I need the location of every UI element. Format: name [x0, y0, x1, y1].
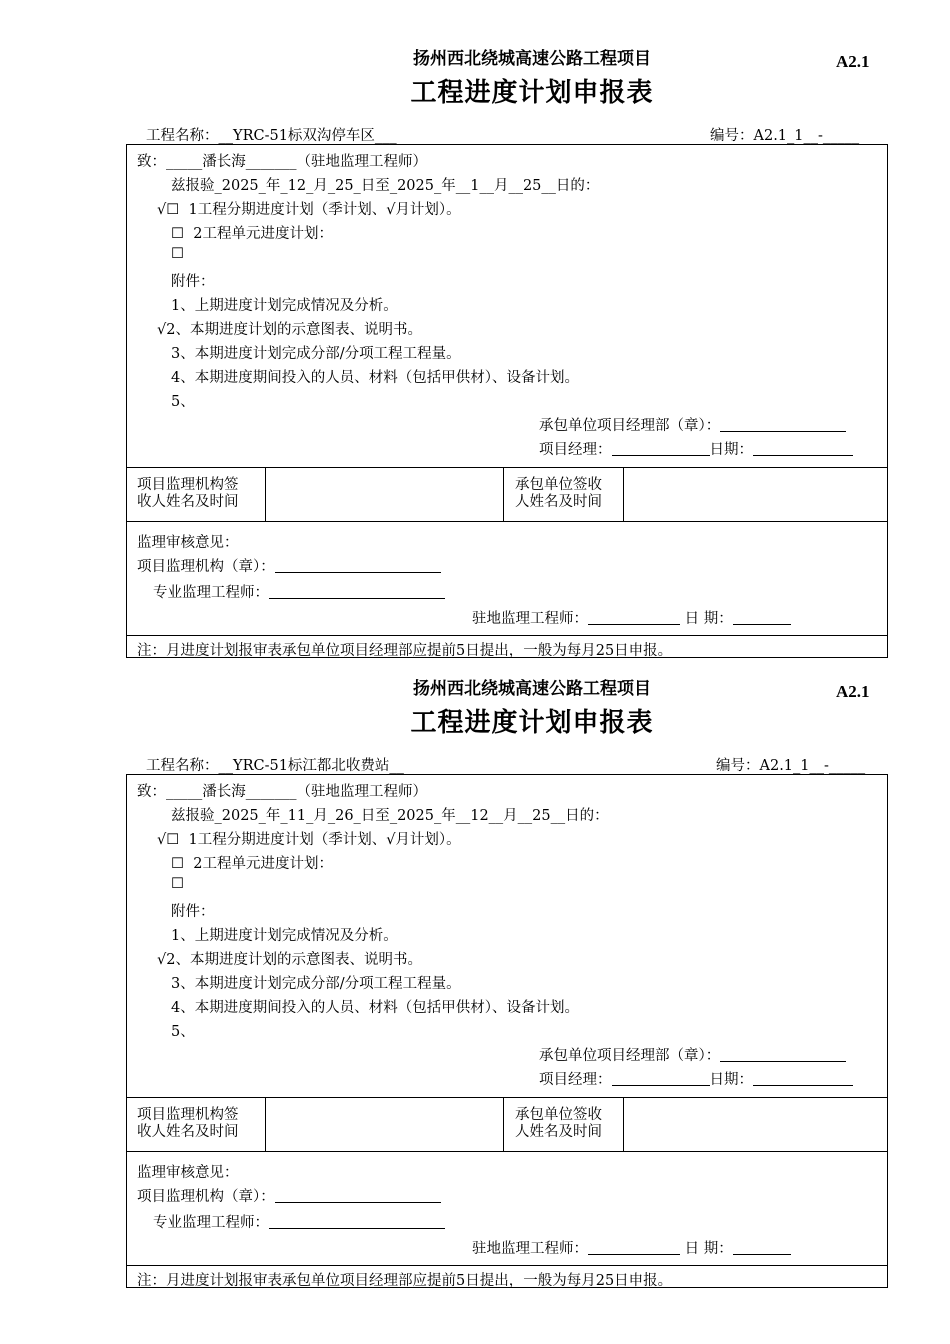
- divider: [127, 521, 887, 522]
- supervision-org-row: [137, 555, 441, 576]
- form-code: A2.1: [836, 52, 870, 71]
- specialist-field[interactable]: [269, 1214, 445, 1229]
- contractor-sign-label-line-2: 人姓名及时间: [515, 1124, 602, 1140]
- supervisor-sign-label-line-2: 收人姓名及时间: [137, 1124, 239, 1140]
- year-label: 年: [441, 808, 456, 824]
- date-label-2: 日 期：: [684, 1241, 733, 1257]
- contractor-sign-field[interactable]: [624, 468, 886, 520]
- org-title: 扬州西北绕城高速公路工程项目: [413, 49, 651, 69]
- attachments-label: 附件：: [171, 274, 215, 290]
- end-day: __25__: [517, 808, 566, 824]
- month-label: 月: [503, 808, 518, 824]
- end-month: __1__: [455, 178, 494, 194]
- project-name-row: [146, 124, 397, 145]
- form-title: 工程进度计划申报表: [410, 78, 654, 108]
- progress-plan-form-1: [0, 0, 950, 659]
- supervision-org-label: 项目监理机构（章）：: [137, 1189, 275, 1205]
- end-day: __25__: [508, 178, 556, 194]
- end-year: _2025_: [389, 178, 442, 194]
- attachment-1: 1、上期进度计划完成情况及分析。: [171, 928, 398, 944]
- item-1: [157, 828, 461, 849]
- resident-field[interactable]: [588, 610, 680, 625]
- year-label: 年: [441, 178, 456, 194]
- item-1-checkbox[interactable]: √☐: [157, 202, 180, 218]
- divider: [503, 1097, 504, 1151]
- date-label-2: 日 期：: [684, 611, 733, 627]
- date-field[interactable]: [753, 1071, 853, 1086]
- date-field-2[interactable]: [733, 610, 791, 625]
- contractor-dept-row: [539, 1044, 846, 1065]
- project-manager-row: [539, 1068, 853, 1089]
- footnote: 注：月进度计划报审表承包单位项目经理部应提前5日提出，一般为每月25日申报。: [137, 643, 673, 659]
- item-3: [171, 876, 184, 892]
- resident-engineer-row: [472, 1237, 791, 1258]
- item-3: [171, 246, 184, 262]
- end-year: _2025_: [389, 808, 442, 824]
- year-label: 年: [265, 178, 281, 194]
- supervisor-sign-label-line-1: 项目监理机构签: [137, 1107, 239, 1123]
- form-table: [126, 144, 888, 658]
- item-3-checkbox[interactable]: ☐: [171, 246, 184, 262]
- supervision-org-label: 项目监理机构（章）：: [137, 559, 275, 575]
- item-2-checkbox[interactable]: ☐: [171, 226, 184, 242]
- period-row: [171, 804, 609, 825]
- supervisor-sign-field[interactable]: [266, 1098, 502, 1150]
- specialist-row: [153, 1211, 445, 1232]
- to-name: _____潘长海_______: [166, 154, 297, 170]
- form-code: A2.1: [836, 682, 870, 701]
- divider: [127, 1151, 887, 1152]
- day-to-label: 日至: [360, 178, 390, 194]
- form-title: 工程进度计划申报表: [410, 708, 654, 738]
- item-2-checkbox[interactable]: ☐: [171, 856, 184, 872]
- supervision-org-field[interactable]: [275, 558, 441, 573]
- divider: [127, 1265, 887, 1266]
- project-name: __YRC-51标江都北收费站__: [218, 758, 404, 774]
- number-label: 编号：: [716, 758, 760, 774]
- specialist-row: [153, 581, 445, 602]
- item-1-text: 1工程分期进度计划（季计划、√月计划）。: [188, 202, 461, 218]
- item-1-text: 1工程分期进度计划（季计划、√月计划）。: [188, 832, 461, 848]
- period-row: [171, 174, 599, 195]
- item-2: [171, 222, 333, 243]
- addressee-row: [137, 780, 427, 801]
- year-label: 年: [265, 808, 281, 824]
- supervisor-sign-field[interactable]: [266, 468, 502, 520]
- specialist-label: 专业监理工程师：: [153, 585, 269, 601]
- period-prefix: 兹报验: [171, 808, 215, 824]
- item-1-checkbox[interactable]: √☐: [157, 832, 180, 848]
- pm-label: 项目经理：: [539, 1072, 612, 1088]
- start-month: _12_: [280, 178, 314, 194]
- start-year: _2025_: [214, 178, 266, 194]
- contractor-sign-field[interactable]: [624, 1098, 886, 1150]
- month-label: 月: [313, 178, 328, 194]
- project-name: __YRC-51标双沟停车区___: [218, 128, 397, 144]
- to-label: 致：: [137, 784, 166, 800]
- attachment-5: 5、: [171, 1024, 195, 1040]
- project-name-row: [146, 754, 404, 775]
- day-end-label: 日的：: [555, 178, 600, 194]
- attachment-4: 4、本期进度期间投入的人员、材料（包括甲供材）、设备计划。: [171, 1000, 579, 1016]
- project-manager-row: [539, 438, 853, 459]
- contractor-dept-field[interactable]: [720, 1047, 846, 1062]
- date-label: 日期：: [709, 442, 753, 458]
- supervision-org-row: [137, 1185, 441, 1206]
- item-3-checkbox[interactable]: ☐: [171, 876, 184, 892]
- end-month: __12__: [455, 808, 504, 824]
- resident-field[interactable]: [588, 1240, 680, 1255]
- review-label: 监理审核意见：: [137, 1165, 239, 1181]
- pm-field[interactable]: [612, 441, 710, 456]
- resident-label: 驻地监理工程师：: [472, 611, 588, 627]
- start-day: _25_: [327, 178, 361, 194]
- contractor-sign-label-line-2: 人姓名及时间: [515, 494, 602, 510]
- addressee-row: [137, 150, 427, 171]
- number-label: 编号：: [710, 128, 754, 144]
- pm-label: 项目经理：: [539, 442, 612, 458]
- to-role: （驻地监理工程师）: [296, 784, 427, 800]
- form-table: [126, 774, 888, 1288]
- pm-field[interactable]: [612, 1071, 710, 1086]
- day-to-label: 日至: [360, 808, 390, 824]
- contractor-sign-label: [515, 477, 602, 511]
- to-label: 致：: [137, 154, 166, 170]
- attachment-2: √2、本期进度计划的示意图表、说明书。: [157, 322, 422, 338]
- attachment-3: 3、本期进度计划完成分部/分项工程工程量。: [171, 976, 461, 992]
- org-title: 扬州西北绕城高速公路工程项目: [413, 679, 651, 699]
- to-name: _____潘长海_______: [166, 784, 297, 800]
- item-1: [157, 198, 461, 219]
- project-label: 工程名称：: [146, 758, 219, 774]
- resident-engineer-row: [472, 607, 791, 628]
- contractor-dept-field[interactable]: [720, 417, 846, 432]
- attachment-2: √2、本期进度计划的示意图表、说明书。: [157, 952, 422, 968]
- number-row: [710, 124, 859, 145]
- divider: [503, 467, 504, 521]
- specialist-label: 专业监理工程师：: [153, 1215, 269, 1231]
- contractor-dept-label: 承包单位项目经理部（章）：: [539, 1048, 721, 1064]
- supervision-org-field[interactable]: [275, 1188, 441, 1203]
- start-day: _26_: [327, 808, 361, 824]
- period-prefix: 兹报验: [171, 178, 215, 194]
- start-year: _2025_: [214, 808, 266, 824]
- number-row: [716, 754, 865, 775]
- date-field[interactable]: [753, 441, 853, 456]
- number-value: A2.1_1__-_____: [753, 128, 860, 144]
- supervisor-sign-label: [137, 477, 239, 511]
- item-2-text: 2工程单元进度计划：: [193, 226, 333, 242]
- attachment-4: 4、本期进度期间投入的人员、材料（包括甲供材）、设备计划。: [171, 370, 579, 386]
- item-2-text: 2工程单元进度计划：: [193, 856, 333, 872]
- supervisor-sign-label-line-1: 项目监理机构签: [137, 477, 239, 493]
- attachment-3: 3、本期进度计划完成分部/分项工程工程量。: [171, 346, 461, 362]
- contractor-sign-label-line-1: 承包单位签收: [515, 477, 602, 493]
- to-role: （驻地监理工程师）: [296, 154, 427, 170]
- date-label: 日期：: [709, 1072, 753, 1088]
- supervisor-sign-label-line-2: 收人姓名及时间: [137, 494, 239, 510]
- review-label: 监理审核意见：: [137, 535, 239, 551]
- attachment-5: 5、: [171, 394, 195, 410]
- contractor-sign-label-line-1: 承包单位签收: [515, 1107, 602, 1123]
- contractor-dept-label: 承包单位项目经理部（章）：: [539, 418, 721, 434]
- contractor-dept-row: [539, 414, 846, 435]
- resident-label: 驻地监理工程师：: [472, 1241, 588, 1257]
- footnote: 注：月进度计划报审表承包单位项目经理部应提前5日提出，一般为每月25日申报。: [137, 1273, 673, 1289]
- month-label: 月: [493, 178, 509, 194]
- number-value: A2.1_1__-_____: [759, 758, 866, 774]
- project-label: 工程名称：: [146, 128, 219, 144]
- start-month: _11_: [280, 808, 314, 824]
- progress-plan-form-2: [0, 630, 950, 1289]
- supervisor-sign-label: [137, 1107, 239, 1141]
- contractor-sign-label: [515, 1107, 602, 1141]
- specialist-field[interactable]: [269, 584, 445, 599]
- item-2: [171, 852, 333, 873]
- month-label: 月: [313, 808, 328, 824]
- attachments-label: 附件：: [171, 904, 215, 920]
- attachment-1: 1、上期进度计划完成情况及分析。: [171, 298, 398, 314]
- date-field-2[interactable]: [733, 1240, 791, 1255]
- day-end-label: 日的：: [565, 808, 609, 824]
